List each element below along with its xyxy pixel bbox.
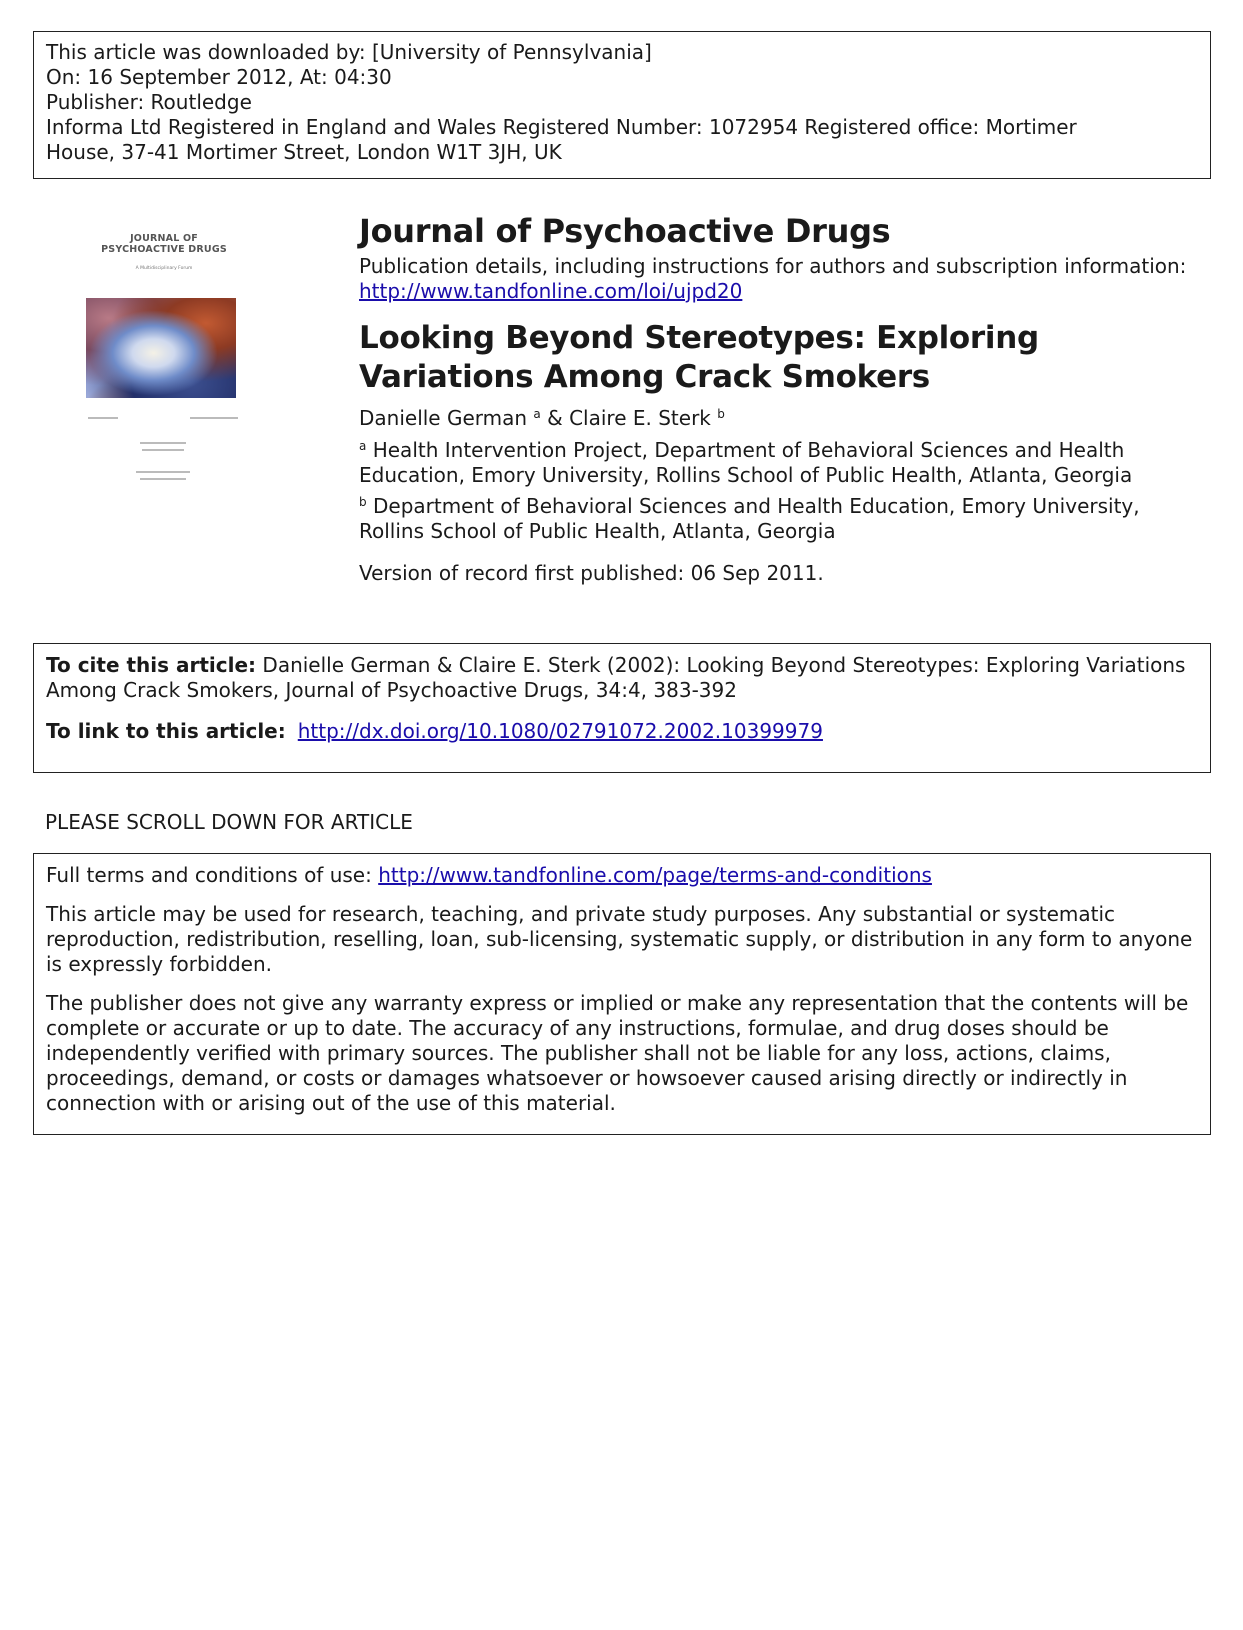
- affiliation-marker: a: [359, 439, 367, 453]
- cover-rule: [190, 417, 238, 419]
- citation-text: [46, 653, 1198, 703]
- terms-line: [46, 863, 1198, 888]
- download-notice-line: House, 37-41 Mortimer Street, London W1T 3JH, UK: [46, 140, 562, 164]
- affiliation-text: Health Intervention Project, Department of Behavioral Sciences and Health Education, Emory University, Rollins School of Public Health, Atlanta, Georgia: [359, 438, 1133, 487]
- terms-box: [33, 853, 1211, 1135]
- download-notice-line: Informa Ltd Registered in England and Wales Registered Number: 1072954 Registered office: Mortimer: [46, 115, 1077, 139]
- version-of-record: Version of record first published: 06 Sep 2011.: [359, 561, 824, 585]
- cover-rule: [88, 417, 118, 419]
- affiliation-text: Department of Behavioral Sciences and Health Education, Emory University, Rollins School of Public Health, Atlanta, Georgia: [359, 494, 1140, 543]
- article-doi-link[interactable]: http://dx.doi.org/10.1080/02791072.2002.10399979: [297, 719, 823, 743]
- download-notice-line: Publisher: Routledge: [46, 90, 252, 114]
- journal-title: Journal of Psychoactive Drugs: [359, 212, 891, 250]
- affiliation-marker: a: [533, 407, 541, 421]
- publication-details: Publication details, including instructions for authors and subscription information:: [359, 254, 1187, 278]
- article-title: Looking Beyond Stereotypes: Exploring Variations Among Crack Smokers: [359, 320, 1039, 395]
- cover-subtitle: A Multidisciplinary Forum: [135, 266, 193, 271]
- affiliation-a: [359, 438, 1189, 488]
- cover-title-line: JOURNAL OF: [130, 233, 198, 244]
- citation-body: Danielle German & Claire E. Sterk (2002): Looking Beyond Stereotypes: Exploring Variations Among Crack Smokers, Journal of Psychoactive Drugs, 34:4, 383-392: [46, 653, 1186, 702]
- terms-link[interactable]: http://www.tandfonline.com/page/terms-and-conditions: [378, 863, 932, 887]
- cover-rule: [136, 471, 190, 473]
- affiliation-b: [359, 494, 1189, 544]
- cover-title-line: PSYCHOACTIVE DRUGS: [101, 244, 227, 255]
- cover-rule: [140, 478, 186, 480]
- cover-rule: [142, 449, 184, 451]
- citation-label: To cite this article:: [46, 653, 257, 677]
- journal-cover-image: [80, 225, 248, 515]
- citation-box: [33, 643, 1211, 773]
- author-name: Danielle German: [359, 406, 528, 430]
- article-link-row: [46, 719, 1198, 744]
- affiliation-marker: b: [359, 495, 367, 509]
- journal-url-link[interactable]: http://www.tandfonline.com/loi/ujpd20: [359, 279, 743, 303]
- author-name: & Claire E. Sterk: [540, 406, 711, 430]
- article-link-label: To link to this article:: [46, 719, 286, 743]
- cover-artwork: [86, 298, 236, 398]
- cover-rule: [140, 442, 186, 444]
- download-notice-line: On: 16 September 2012, At: 04:30: [46, 65, 392, 89]
- affiliation-marker: b: [717, 407, 725, 421]
- terms-label: Full terms and conditions of use:: [46, 863, 379, 887]
- cover-title: [80, 233, 248, 255]
- terms-paragraph: The publisher does not give any warranty express or implied or make any representation that the contents will be complete or accurate or up to date. The accuracy of any instructions, formulae, and drug doses should be independently verified with primary sources. The publisher shall not be liable for any loss, actions, claims, proceedings, demand, or costs or damages whatsoever or howsoever caused arising directly or indirectly in connection with or arising out of the use of this material.: [46, 991, 1189, 1115]
- terms-paragraph: This article may be used for research, teaching, and private study purposes. Any substantial or systematic reproduction, redistribution, reselling, loan, sub-licensing, systematic supply, or distribution in any form to anyone is expressly forbidden.: [46, 902, 1193, 976]
- download-notice-box: [33, 31, 1211, 179]
- download-notice-line: This article was downloaded by: [University of Pennsylvania]: [46, 40, 652, 64]
- scroll-notice: PLEASE SCROLL DOWN FOR ARTICLE: [45, 810, 413, 834]
- authors: [359, 406, 725, 431]
